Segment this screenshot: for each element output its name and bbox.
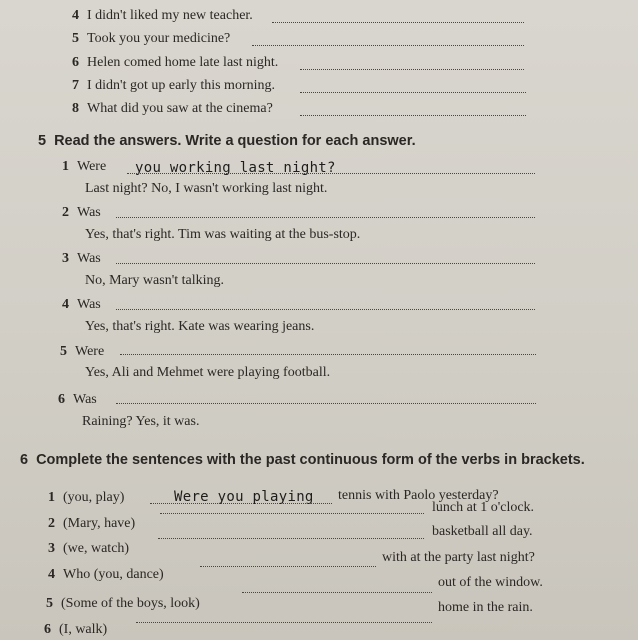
s6-tail-5: out of the window.	[438, 575, 543, 590]
s6-item-6: 6 (I, walk)	[44, 622, 108, 637]
answer-line[interactable]	[116, 309, 535, 310]
answer-line[interactable]	[242, 592, 432, 593]
s5-answer-2: Yes, that's right. Tim was waiting at the bus-stop.	[85, 227, 361, 242]
s5-item-5: 5 Were	[60, 344, 105, 359]
s5-item-1: 1 Were	[62, 159, 107, 174]
s6-tail-3: basketball all day.	[432, 524, 533, 539]
handwritten-answer: Were you playing	[174, 489, 314, 505]
s6-tail-6: home in the rain.	[438, 600, 533, 615]
s5-item-4: 4 Was	[62, 297, 101, 312]
answer-line[interactable]	[300, 69, 524, 70]
answer-line[interactable]	[150, 503, 332, 504]
handwritten-answer: you working last night?	[135, 160, 336, 176]
answer-line[interactable]	[116, 403, 536, 404]
prev-item-4: 4 I didn't liked my new teacher.	[72, 8, 253, 23]
section6-heading: 6 Complete the sentences with the past continuous form of the verbs in brackets.	[20, 452, 585, 468]
s6-tail-4: with at the party last night?	[382, 550, 535, 565]
answer-line[interactable]	[116, 217, 535, 218]
section5-heading: 5 Read the answers. Write a question for each answer.	[38, 133, 416, 149]
answer-line[interactable]	[127, 173, 535, 174]
s6-item-5: 5 (Some of the boys, look)	[46, 596, 200, 611]
s6-item-3: 3 (we, watch)	[48, 541, 130, 556]
s6-item-1: 1 (you, play)	[48, 490, 125, 505]
answer-line[interactable]	[300, 115, 526, 116]
s6-tail-2: lunch at 1 o'clock.	[432, 500, 535, 515]
prev-item-5: 5 Took you your medicine?	[72, 31, 231, 46]
s6-item-4: 4 Who (you, dance)	[48, 567, 164, 582]
answer-line[interactable]	[136, 622, 432, 623]
answer-line[interactable]	[158, 538, 424, 539]
answer-line[interactable]	[252, 45, 524, 46]
prev-item-6: 6 Helen comed home late last night.	[72, 55, 279, 70]
s6-item-2: 2 (Mary, have)	[48, 516, 136, 531]
s5-answer-1: Last night? No, I wasn't working last night.	[85, 181, 328, 196]
s5-answer-3: No, Mary wasn't talking.	[85, 273, 225, 288]
s5-answer-4: Yes, that's right. Kate was wearing jeans.	[85, 319, 315, 334]
s5-item-2: 2 Was	[62, 205, 101, 220]
answer-line[interactable]	[120, 354, 536, 355]
s5-answer-6: Raining? Yes, it was.	[82, 414, 200, 429]
prev-item-8: 8 What did you saw at the cinema?	[72, 101, 273, 116]
s5-item-3: 3 Was	[62, 251, 101, 266]
answer-line[interactable]	[116, 263, 535, 264]
answer-line[interactable]	[300, 92, 526, 93]
s5-item-6: 6 Was	[58, 392, 97, 407]
s6-tail-1: tennis with Paolo yesterday?	[338, 488, 499, 503]
answer-line[interactable]	[200, 566, 376, 567]
answer-line[interactable]	[272, 22, 524, 23]
prev-item-7: 7 I didn't got up early this morning.	[72, 78, 276, 93]
s5-answer-5: Yes, Ali and Mehmet were playing football.	[85, 365, 331, 380]
answer-line[interactable]	[160, 513, 424, 514]
